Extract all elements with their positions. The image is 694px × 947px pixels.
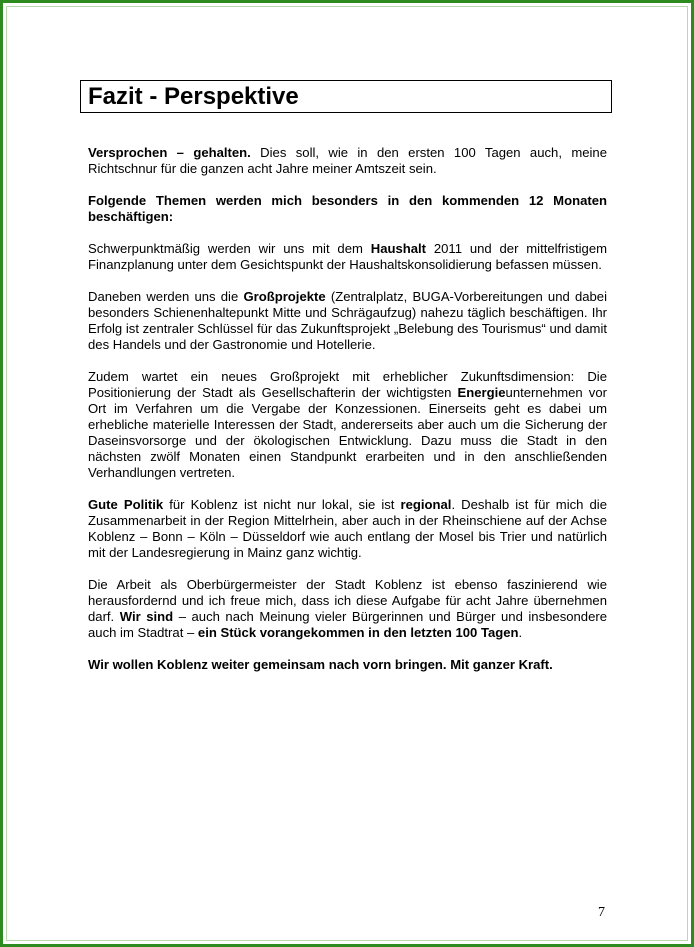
page-number: 7 — [598, 905, 605, 920]
page-title: Fazit - Perspektive — [88, 83, 299, 110]
paragraph-politik — [88, 497, 607, 561]
text-segment: . — [518, 625, 523, 640]
paragraph-versprochen — [88, 145, 607, 177]
text-segment: Daneben werden uns die — [88, 289, 244, 304]
text-segment: 2011 und der mittelfristigem Finanzplanung unter dem Gesichtspunkt der Haushaltskonsolidierung befassen müssen. — [88, 241, 608, 272]
paragraph-themen — [88, 193, 607, 225]
paragraph-energie — [88, 369, 607, 481]
text-segment: Schwerpunktmäßig werden wir uns mit dem — [88, 241, 371, 256]
text-segment: Großprojekte — [243, 289, 326, 304]
text-segment: ein Stück vorangekommen in den letzten 100 Tagen — [197, 625, 519, 640]
text-segment: (Zentralplatz, BUGA-Vorbereitungen und dabei besonders Schienenhaltepunkt Mitte und Schrägaufzug) nahezu täglich beschäftigen. Ihr Erfolg ist zentraler Schlüssel für das Zukunftsprojekt „Belebung des Tourismus“ und damit des Handels und der Gastronomie und Hotellerie. — [88, 289, 607, 352]
paragraph-arbeit — [88, 577, 607, 641]
text-segment: Wir sind — [119, 609, 174, 624]
text-segment: Gute Politik — [88, 497, 164, 512]
text-segment: Versprochen – gehalten. — [88, 145, 251, 160]
text-segment: – auch nach Meinung vieler Bürgerinnen und Bürger und insbesondere auch im Stadtrat – — [88, 609, 608, 640]
text-segment: regional — [400, 497, 452, 512]
paragraph-haushalt — [88, 241, 607, 273]
paragraph-grossprojekte — [88, 289, 607, 353]
text-segment: Energie — [457, 385, 506, 400]
paragraph-schluss — [88, 657, 607, 673]
text-segment: Zudem wartet ein neues Großprojekt mit erheblicher Zukunftsdimension: Die Positionierung der Stadt als Gesellschafterin der wichtigsten — [88, 369, 607, 400]
title-box — [80, 80, 612, 113]
text-segment: Dies soll, wie in den ersten 100 Tagen auch, meine Richtschnur für die ganzen acht Jahre meiner Amtszeit sein. — [88, 145, 607, 176]
text-segment: Haushalt — [370, 241, 427, 256]
text-segment: unternehmen vor Ort im Verfahren um die Vergabe der Konzessionen. Einerseits geht es dabei um erhebliche materielle Interessen der Stadt, andererseits aber auch um die Sicherung der Daseinsvorsorge und der ökologischen Entwicklung. Dazu muss die Stadt in den nächsten zwölf Monaten einen Standpunkt erarbeiten und in den anschließenden Verhandlungen vertreten. — [88, 385, 607, 480]
text-segment: . Deshalb ist für mich die Zusammenarbeit in der Region Mittelrhein, aber auch in der Rheinschiene auf der Achse Koblenz – Bonn – Köln – Düsseldorf wie auch entlang der Mosel bis Trier und natürlich mit der Landesregierung in Mainz ganz wichtig. — [88, 497, 607, 560]
body-text — [88, 145, 607, 689]
text-segment: für Koblenz ist nicht nur lokal, sie ist — [163, 497, 401, 512]
text-segment: Die Arbeit als Oberbürgermeister der Stadt Koblenz ist ebenso faszinierend wie herausfordernd und ich freue mich, dass ich diese Aufgabe für acht Jahre übernehmen darf. — [88, 577, 607, 624]
text-segment: Folgende Themen werden mich besonders in den kommenden 12 Monaten beschäftigen: — [88, 193, 607, 224]
text-segment: Wir wollen Koblenz weiter gemeinsam nach vorn bringen. Mit ganzer Kraft. — [88, 657, 553, 672]
